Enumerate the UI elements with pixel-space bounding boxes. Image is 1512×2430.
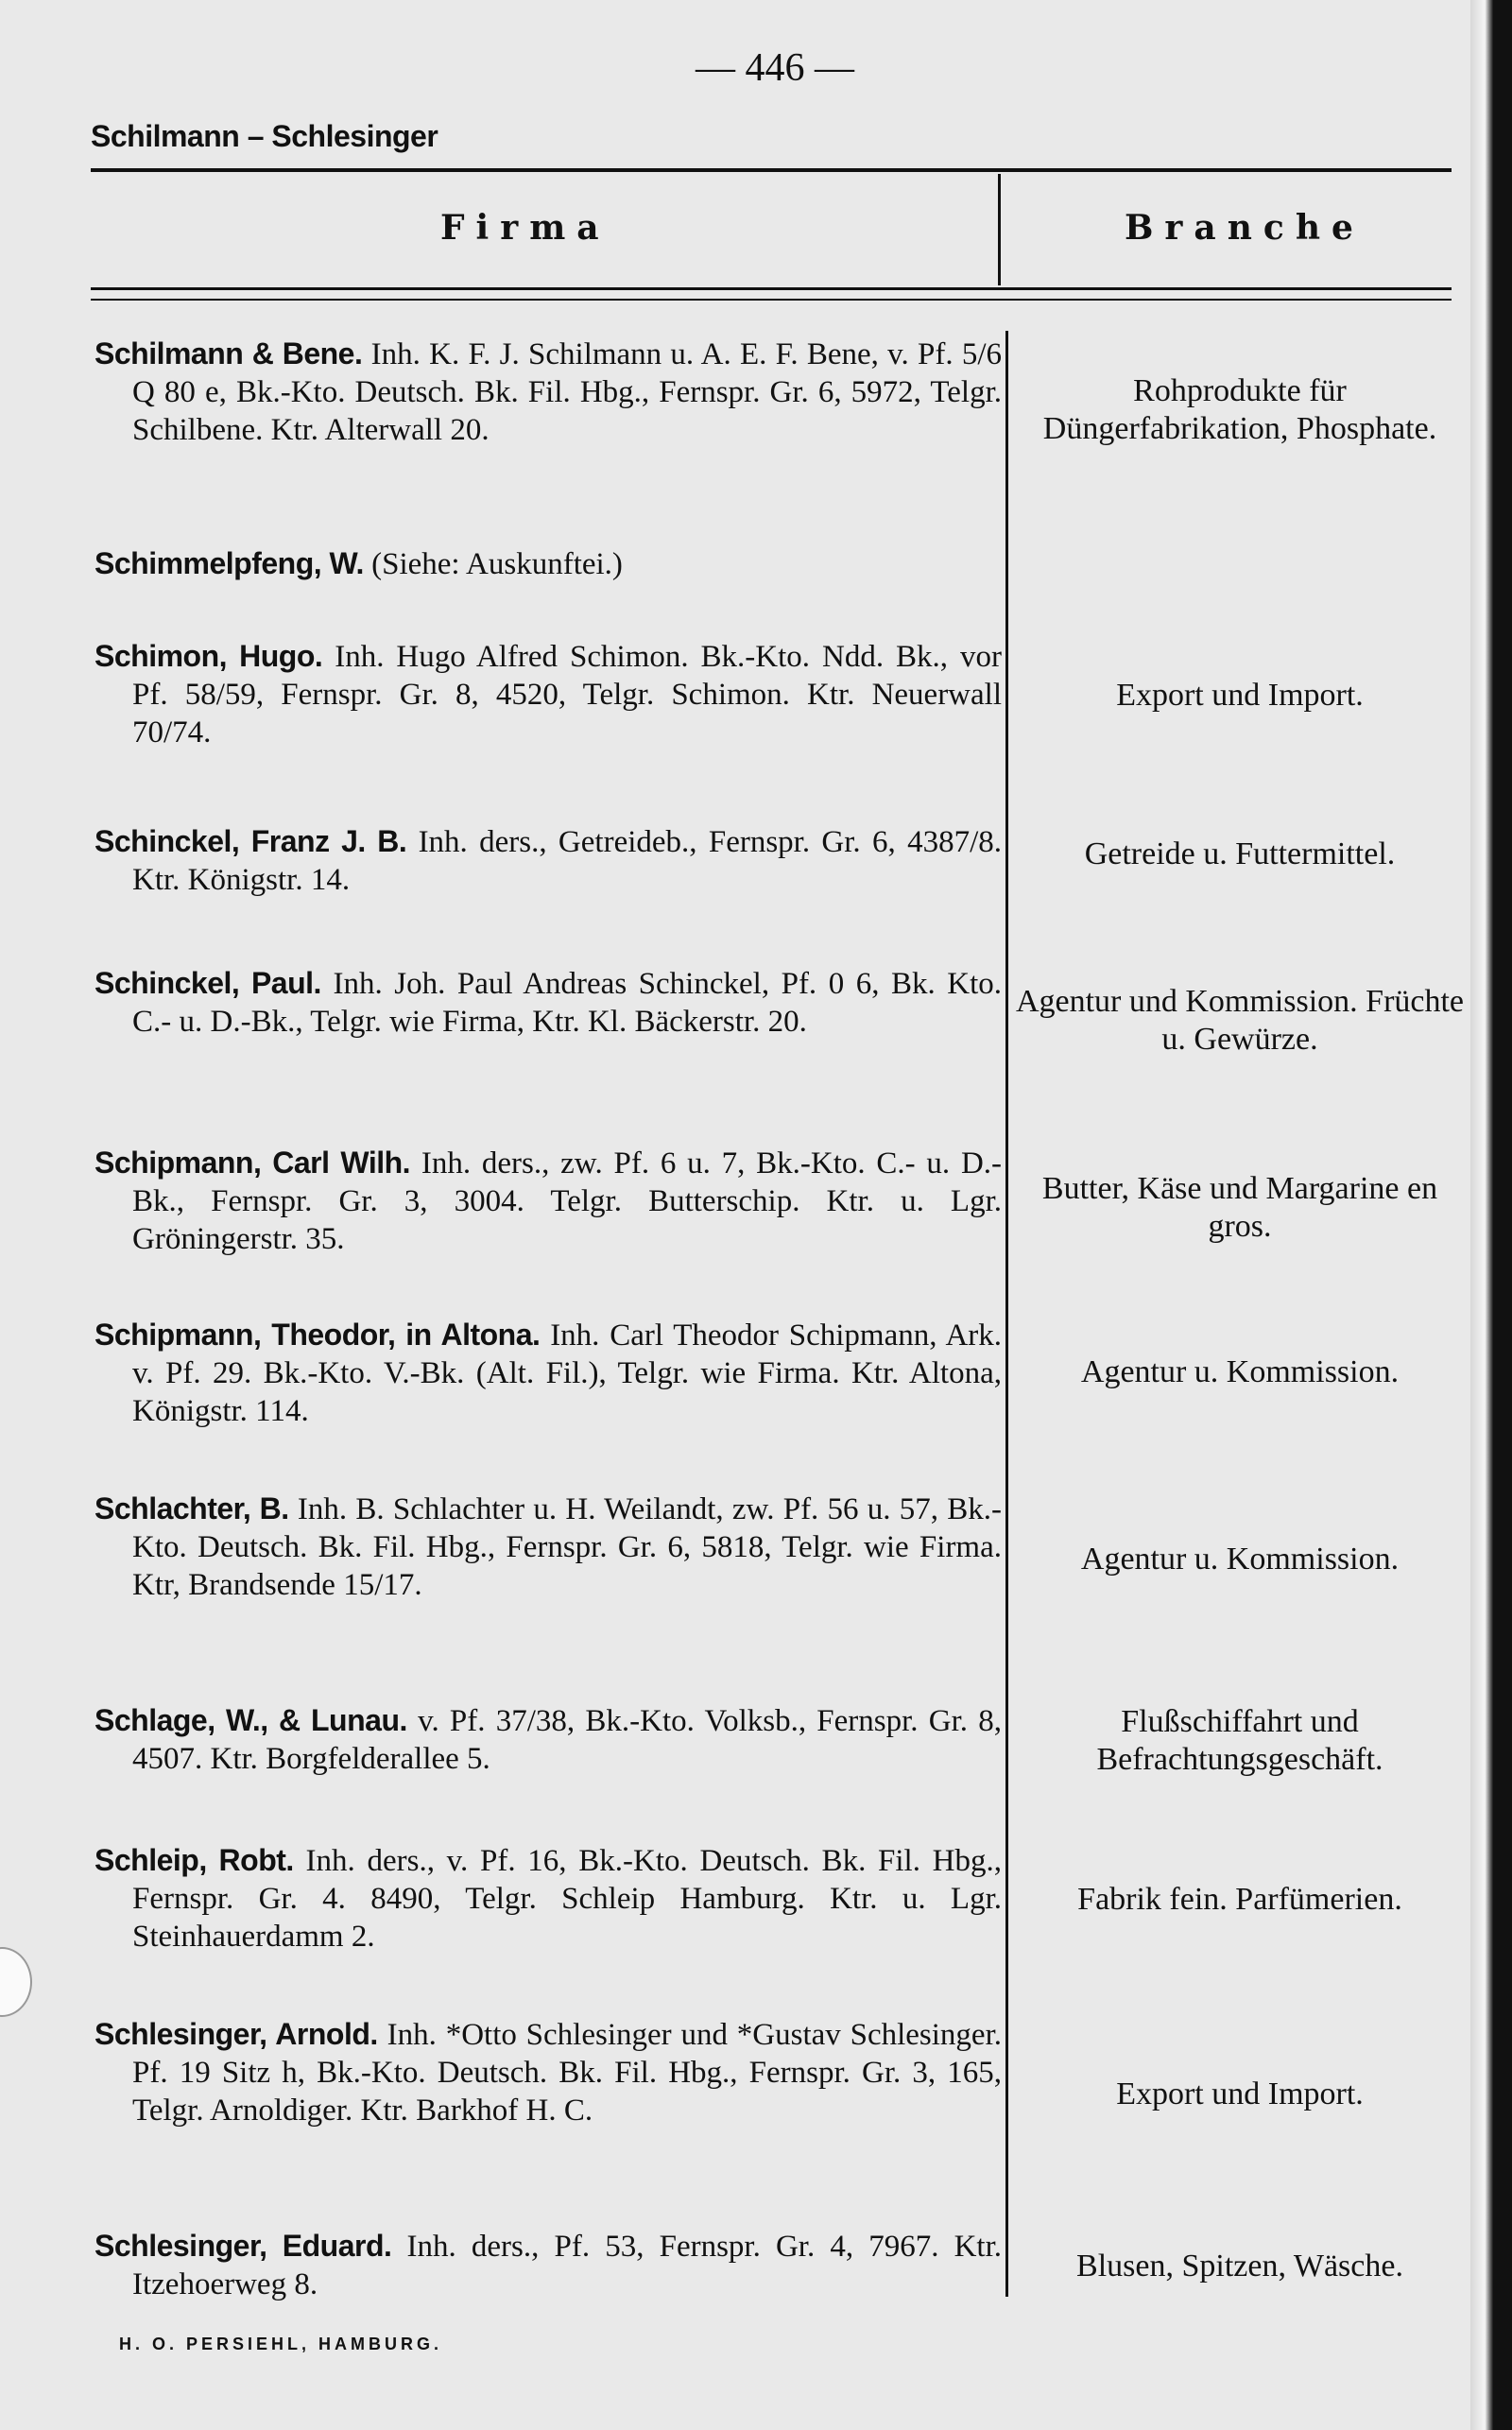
header-double-rule-2 <box>91 299 1452 301</box>
firm-details: Inh. ders., zw. Pf. 6 u. 7, Bk.-Kto. C.- u. D.-Bk., Fernspr. Gr. 3, 3004. Telgr. Butterschip. Ktr. u. Lgr. Gröningerstr. 35. <box>132 1146 1003 1256</box>
firm-name: Schinckel, Paul. <box>94 966 321 1000</box>
entry-schinckel-franz <box>94 822 1002 899</box>
firm-details: Inh. Carl Theodor Schipmann, Ark. v. Pf. 29. Bk.-Kto. V.-Bk. (Alt. Fil.), Telgr. wie Firma. Ktr. Altona, Königstr. 114. <box>132 1318 1003 1428</box>
entry-schipmann-theodor <box>94 1316 1002 1430</box>
entry-schinckel-paul <box>94 964 1002 1041</box>
firm-details: Inh. ders., Pf. 53, Fernspr. Gr. 4, 7967. Ktr. Itzehoerweg 8. <box>132 2230 1003 2301</box>
firm-name: Schilmann & Bene. <box>94 336 363 371</box>
entry-schimmelpfeng <box>94 544 1002 583</box>
firm-name: Schlachter, B. <box>94 1491 289 1525</box>
firm-name: Schipmann, Theodor, in Altona. <box>94 1318 541 1352</box>
firm-name: Schimon, Hugo. <box>94 639 323 673</box>
top-rule <box>91 168 1452 172</box>
firm-name: Schlage, W., & Lunau. <box>94 1703 407 1737</box>
firm-name: Schipmann, Carl Wilh. <box>94 1146 411 1180</box>
entry-firma <box>94 964 1002 1041</box>
firm-details: Inh. *Otto Schlesinger und *Gustav Schlesinger. Pf. 19 Sitz h, Bk.-Kto. Deutsch. Bk. Fil. Hbg., Fernspr. Gr. 3, 165, Telgr. Arnoldiger. Ktr. Barkhof H. C. <box>132 2018 1002 2128</box>
entry-branche: Getreide u. Futtermittel. <box>1084 836 1396 871</box>
column-head-firma: Firma <box>440 208 610 248</box>
firm-name: Schleip, Robt. <box>94 1843 294 1877</box>
entry-branche: Fabrik fein. Parfümerien. <box>1077 1882 1402 1917</box>
column-head-branche: Branche <box>1125 208 1365 248</box>
entry-firma <box>94 2015 1002 2129</box>
entry-firma <box>94 1490 1002 1604</box>
firm-details: Inh. B. Schlachter u. H. Weilandt, zw. Pf. 56 u. 57, Bk.-Kto. Deutsch. Bk. Fil. Hbg., Fernspr. Gr. 6, 5818, Telgr. wie Firma. Ktr, Brandsende 15/17. <box>132 1492 1003 1602</box>
page-edge-shadow <box>1470 0 1512 2430</box>
running-head: Schilmann – Schlesinger <box>91 119 438 153</box>
entry-branche: Agentur u. Kommission. <box>1080 1354 1400 1389</box>
entry-schlesinger-eduard <box>94 2227 1002 2303</box>
entry-firma <box>94 1701 1002 1778</box>
entry-branche: Agentur und Kommission. Früchte u. Gewürze. <box>1015 984 1465 1057</box>
entry-firma <box>94 1316 1002 1430</box>
entry-branche: Blusen, Spitzen, Wäsche. <box>1076 2249 1403 2284</box>
entry-branche: Export und Import. <box>1116 678 1364 713</box>
entry-branche: Butter, Käse und Margarine en gros. <box>1041 1171 1438 1244</box>
entry-schilmann-bene <box>94 335 1002 449</box>
column-divider-header <box>998 174 1001 285</box>
entry-schimon <box>94 637 1002 751</box>
firm-details: Inh. K. F. J. Schilmann u. A. E. F. Bene, v. Pf. 5/6 Q 80 e, Bk.-Kto. Deutsch. Bk. Fil. Hbg., Fernspr. Gr. 6, 5972, Telgr. Schilbene. Ktr. Alterwall 20. <box>132 337 1003 447</box>
entry-schipmann-carl <box>94 1144 1002 1258</box>
header-double-rule-1 <box>91 287 1452 290</box>
firm-details: Inh. ders., v. Pf. 16, Bk.-Kto. Deutsch. Bk. Fil. Hbg., Fernspr. Gr. 4. 8490, Telgr. Schleip Hamburg. Ktr. u. Lgr. Steinhauerdamm 2. <box>132 1844 1003 1954</box>
entry-branche: Flußschiffahrt und Befrachtungsgeschäft. <box>1096 1704 1383 1777</box>
firm-details: Inh. Hugo Alfred Schimon. Bk.-Kto. Ndd. Bk., vor Pf. 58/59, Fernspr. Gr. 8, 4520, Telgr. Schimon. Ktr. Neuerwall 70/74. <box>132 640 1003 750</box>
firm-name: Schinckel, Franz J. B. <box>94 824 407 858</box>
entry-firma <box>94 1144 1002 1258</box>
column-divider <box>1005 331 1008 2297</box>
entry-schlachter <box>94 1490 1002 1604</box>
entry-schlage-lunau <box>94 1701 1002 1778</box>
entry-firma <box>94 1841 1002 1956</box>
entry-schlesinger-arnold <box>94 2015 1002 2129</box>
firm-name: Schlesinger, Eduard. <box>94 2229 392 2263</box>
entry-firma <box>94 335 1002 449</box>
entry-firma <box>94 544 1002 583</box>
entry-branche: Rohprodukte für Düngerfabrikation, Phosphate. <box>1042 373 1437 446</box>
firm-details: (Siehe: Auskunftei.) <box>371 547 623 581</box>
entry-branche: Export und Import. <box>1116 2077 1364 2111</box>
entry-firma <box>94 2227 1002 2303</box>
page-number: — 446 — <box>696 46 854 90</box>
firm-details: v. Pf. 37/38, Bk.-Kto. Volksb., Fernspr. Gr. 8, 4507. Ktr. Borgfelderallee 5. <box>132 1704 1002 1776</box>
entry-firma <box>94 637 1002 751</box>
firm-name: Schlesinger, Arnold. <box>94 2017 378 2051</box>
punch-hole <box>0 1947 32 2017</box>
entry-branche: Agentur u. Kommission. <box>1080 1542 1400 1577</box>
entry-schleip <box>94 1841 1002 1956</box>
firm-name: Schimmelpfeng, W. <box>94 546 364 580</box>
entry-firma <box>94 822 1002 899</box>
firm-details: Inh. ders., Getreideb., Fernspr. Gr. 6, 4387/8. Ktr. Königstr. 14. <box>132 825 1002 897</box>
firm-details: Inh. Joh. Paul Andreas Schinckel, Pf. 0 6, Bk. Kto. C.- u. D.-Bk., Telgr. wie Firma, Ktr. Kl. Bäckerstr. 20. <box>132 967 1003 1039</box>
printer-imprint: H. O. PERSIEHL, HAMBURG. <box>119 2335 443 2353</box>
